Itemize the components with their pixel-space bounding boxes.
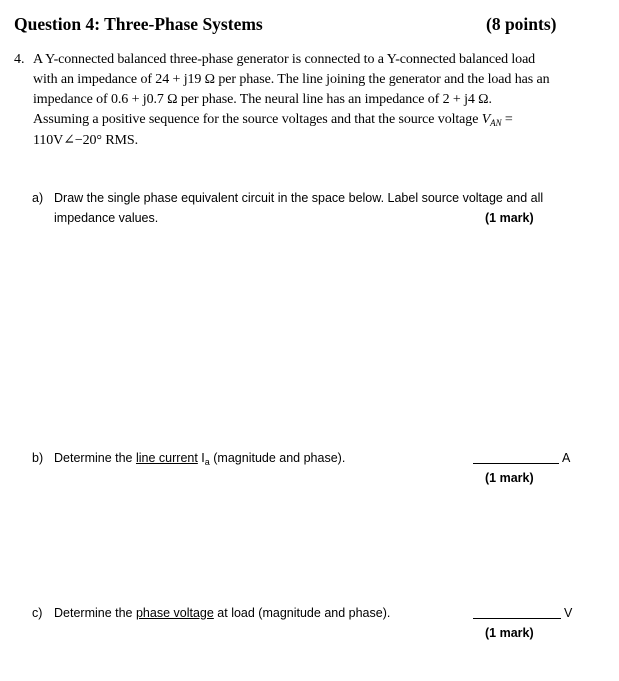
voltage-subscript: AN [490, 118, 502, 128]
question-text-line-2: with an impedance of 24 + j19 Ω per phase. The line joining the generator and the load has an [33, 72, 550, 87]
part-c-mark: (1 mark) [485, 626, 534, 640]
part-a-text-line-1: Draw the single phase equivalent circuit in the space below. Label source voltage and all [54, 191, 544, 205]
question-points: (8 points) [486, 14, 557, 34]
part-b-mark: (1 mark) [485, 471, 534, 485]
part-a-text-line-2: impedance values. [54, 211, 159, 225]
line4-equals: = [501, 112, 513, 127]
phase-voltage-term: phase voltage [135, 606, 214, 620]
question-text-line-5: 110V∠−20° RMS. [33, 133, 138, 148]
question-title: Question 4: Three-Phase Systems [14, 14, 263, 34]
part-c-text-post: at load (magnitude and phase). [213, 606, 391, 620]
part-b-text [54, 451, 345, 467]
question-text-line-1: A Y-connected balanced three-phase generator is connected to a Y-connected balanced load [33, 52, 536, 67]
part-c-text [54, 606, 390, 620]
question-text-line-4 [33, 112, 513, 128]
part-c-unit: V [564, 606, 573, 620]
line-current-term: line current [135, 451, 198, 465]
part-b-text-post: (magnitude and phase). [209, 451, 346, 465]
part-a-mark: (1 mark) [485, 211, 534, 225]
voltage-symbol: V [481, 112, 491, 127]
question-number: 4. [14, 52, 25, 67]
part-b-label: b) [32, 451, 44, 465]
part-b-text-pre: Determine the [54, 451, 136, 465]
part-b-unit: A [562, 451, 571, 465]
part-c-answer-blank[interactable] [473, 618, 561, 619]
current-subscript: a [204, 457, 210, 467]
part-a-label: a) [32, 191, 44, 205]
current-symbol: I [197, 451, 205, 465]
circuit-drawing-area[interactable] [30, 240, 590, 430]
part-b-answer-blank[interactable] [473, 463, 559, 464]
part-c-text-pre: Determine the [54, 606, 136, 620]
line4-text: Assuming a positive sequence for the source voltages and that the source voltage [33, 112, 482, 127]
part-c-label: c) [32, 606, 43, 620]
question-text-line-3: impedance of 0.6 + j0.7 Ω per phase. The neural line has an impedance of 2 + j4 Ω. [33, 92, 492, 107]
